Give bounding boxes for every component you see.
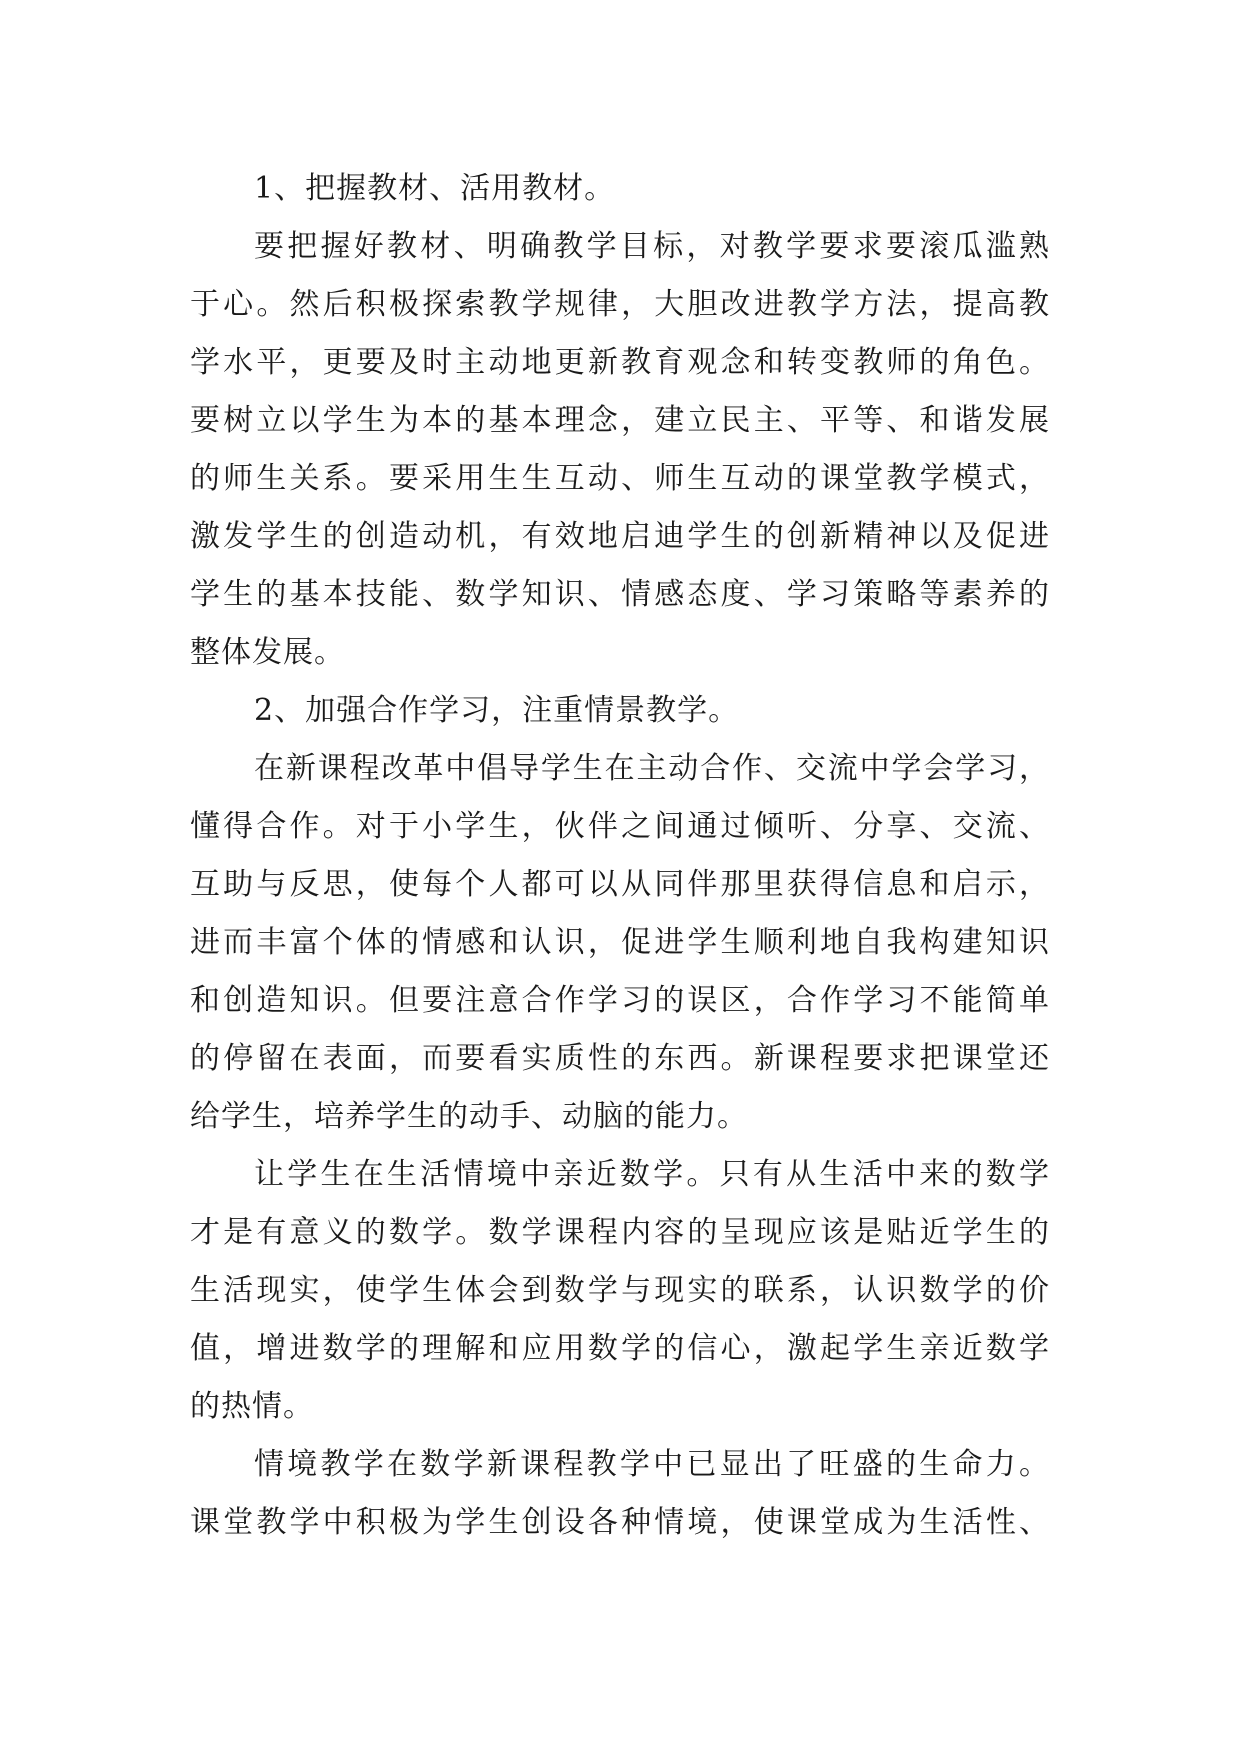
text-line: 在新课程改革中倡导学生在主动合作、交流中学会学习，: [254, 751, 1050, 786]
text-line: 要树立以学生为本的基本理念，建立民主、平等、和谐发展: [190, 403, 1050, 438]
text-line: 互助与反思，使每个人都可以从同伴那里获得信息和启示，: [190, 867, 1050, 902]
text-line: 情境教学在数学新课程教学中已显出了旺盛的生命力。: [254, 1447, 1050, 1482]
text-line: 整体发展。: [190, 635, 345, 670]
text-line: 1、把握教材、活用教材。: [254, 171, 616, 206]
text-line: 激发学生的创造动机，有效地启迪学生的创新精神以及促进: [190, 519, 1050, 554]
document-body: [190, 160, 1050, 1552]
text-line: 让学生在生活情境中亲近数学。只有从生活中来的数学: [254, 1157, 1050, 1192]
text-line: 给学生，培养学生的动手、动脑的能力。: [190, 1099, 748, 1134]
text-line: 懂得合作。对于小学生，伙伴之间通过倾听、分享、交流、: [190, 809, 1050, 844]
text-line: 的停留在表面，而要看实质性的东西。新课程要求把课堂还: [190, 1041, 1050, 1076]
text-line: 的师生关系。要采用生生互动、师生互动的课堂教学模式，: [190, 461, 1050, 496]
text-line: 要把握好教材、明确教学目标，对教学要求要滚瓜滥熟: [254, 229, 1050, 264]
text-line: 才是有意义的数学。数学课程内容的呈现应该是贴近学生的: [190, 1215, 1050, 1250]
text-line: 于心。然后积极探索教学规律，大胆改进教学方法，提高教: [190, 287, 1050, 322]
text-line: 2、加强合作学习，注重情景教学。: [254, 693, 740, 728]
text-line: 学水平，更要及时主动地更新教育观念和转变教师的角色。: [190, 345, 1050, 380]
text-line: 课堂教学中积极为学生创设各种情境，使课堂成为生活性、: [190, 1505, 1050, 1540]
text-line: 值，增进数学的理解和应用数学的信心，激起学生亲近数学: [190, 1331, 1050, 1366]
text-line: 学生的基本技能、数学知识、情感态度、学习策略等素养的: [190, 577, 1050, 612]
text-line: 的热情。: [190, 1389, 314, 1424]
text-line: 和创造知识。但要注意合作学习的误区，合作学习不能简单: [190, 983, 1050, 1018]
text-line: 生活现实，使学生体会到数学与现实的联系，认识数学的价: [190, 1273, 1050, 1308]
text-line: 进而丰富个体的情感和认识，促进学生顺利地自我构建知识: [190, 925, 1050, 960]
